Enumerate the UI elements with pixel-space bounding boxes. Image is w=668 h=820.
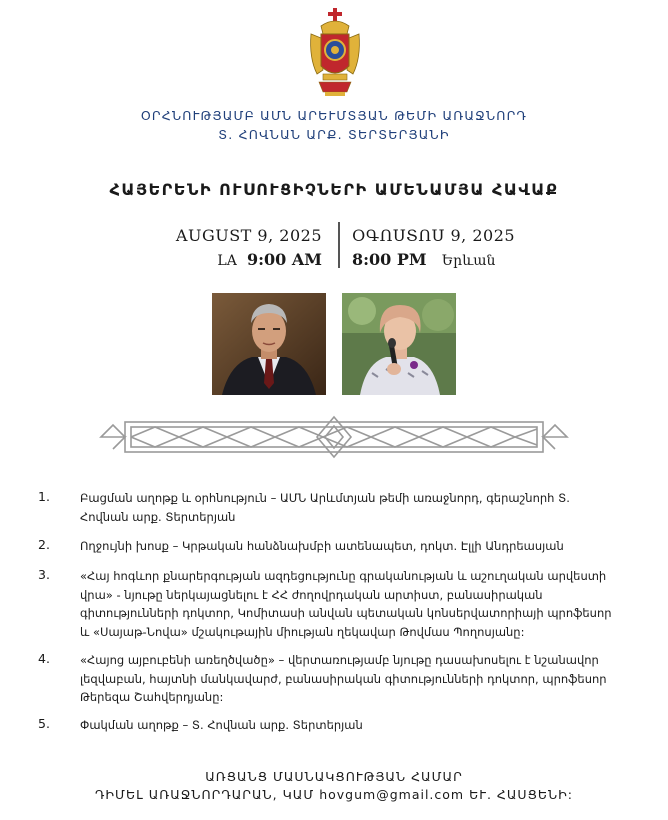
date-us: AUGUST 9, 2025 [175,226,322,245]
timezone-us: LA [217,253,237,269]
time-row-us [176,250,322,269]
blessing-line-2: Տ. ՀՈՎՆԱՆ ԱՐՔ. ՏԵՐՏԵՐՅԱՆԻ [218,127,450,142]
agenda-text: Ողջույնի խոսք – Կրթական հանձնախմբի ատենապետ, դոկտ. Էլլի Անդրեասյան [80,539,564,553]
agenda-text: «Հայոց այբուբենի առեղծվածը» – վերտառությամբ նյութը դասախոսելու է նշանավոր լեզվաբան, հայտնի մանկավարժ, բանասիրական գիտությունների դոկտոր, պրոֆեսոր Թերեզա Շահվերդյանը: [80,653,607,704]
timezone-armenia: Երևան [441,253,496,269]
contact-line-2: ԴԻՄԵԼ ԱՌԱՋՆՈՐԴԱՐԱՆ, ԿԱՄ hovgum@gmail.com ԵՒ. ՀԱՍՑԵՆԻ: [95,787,573,802]
date-divider [338,222,340,268]
agenda-number: 3. [38,567,50,582]
diocese-emblem-logo [307,8,363,98]
speaker-photo-man [212,293,326,395]
event-title: ՀԱՅԵՐԵՆԻ ՈՒՍՈՒՑԻՉՆԵՐԻ ԱՄԵՆԱՄՅԱ ՀԱՎԱՔ [109,180,559,199]
agenda-text: Բացման աղոթք և օրհնություն – ԱՄՆ Արևմտյան թեմի առաջնորդ, գերաշնորհ Տ. Հովնան արք. Տերտերյան [80,491,570,524]
date-armenia: ՕԳՈՍՏՈՍ 9, 2025 [352,226,516,245]
blessing-line-1: ՕՐՀՆՈՒԹՅԱՄԲ ԱՄՆ ԱՐԵՒՄՏՅԱՆ ԹԵՄԻ ԱՌԱՋՆՈՐԴ [140,108,528,123]
agenda-number: 2. [38,537,50,552]
decorative-ornament-divider [95,412,573,462]
agenda-text: Փակման աղոթք – Տ. Հովնան արք. Տերտերյան [80,718,363,732]
contact-line-1: ԱՌՑԱՆՑ ՄԱՍՆԱԿՑՈՒԹՅԱՆ ՀԱՄԱՐ [205,769,463,784]
us-schedule [176,226,322,269]
armenia-schedule [352,226,515,269]
time-us: 9:00 AM [247,250,322,269]
agenda-text: «Հայ հոգևոր քնարերգության ազդեցությունը գրականության և աշուղական արվեստի վրա» - նյութը ներկայացնելու է ՀՀ ժողովրդական արտիստ, բանասիրական գիտությունների դոկտոր, Կոմիտասի անվան պետական կոնսերվատորիայի պրոֆեսոր և «Սայաթ-Նովա» մշակութային միության ղեկավար Թովմաս Պողոսյանը: [80,569,612,639]
agenda-number: 5. [38,716,50,731]
agenda-number: 4. [38,651,50,666]
speaker-photo-woman [342,293,456,395]
agenda-number: 1. [38,489,50,504]
time-row-armenia [352,250,515,269]
time-armenia: 8:00 PM [352,250,427,269]
